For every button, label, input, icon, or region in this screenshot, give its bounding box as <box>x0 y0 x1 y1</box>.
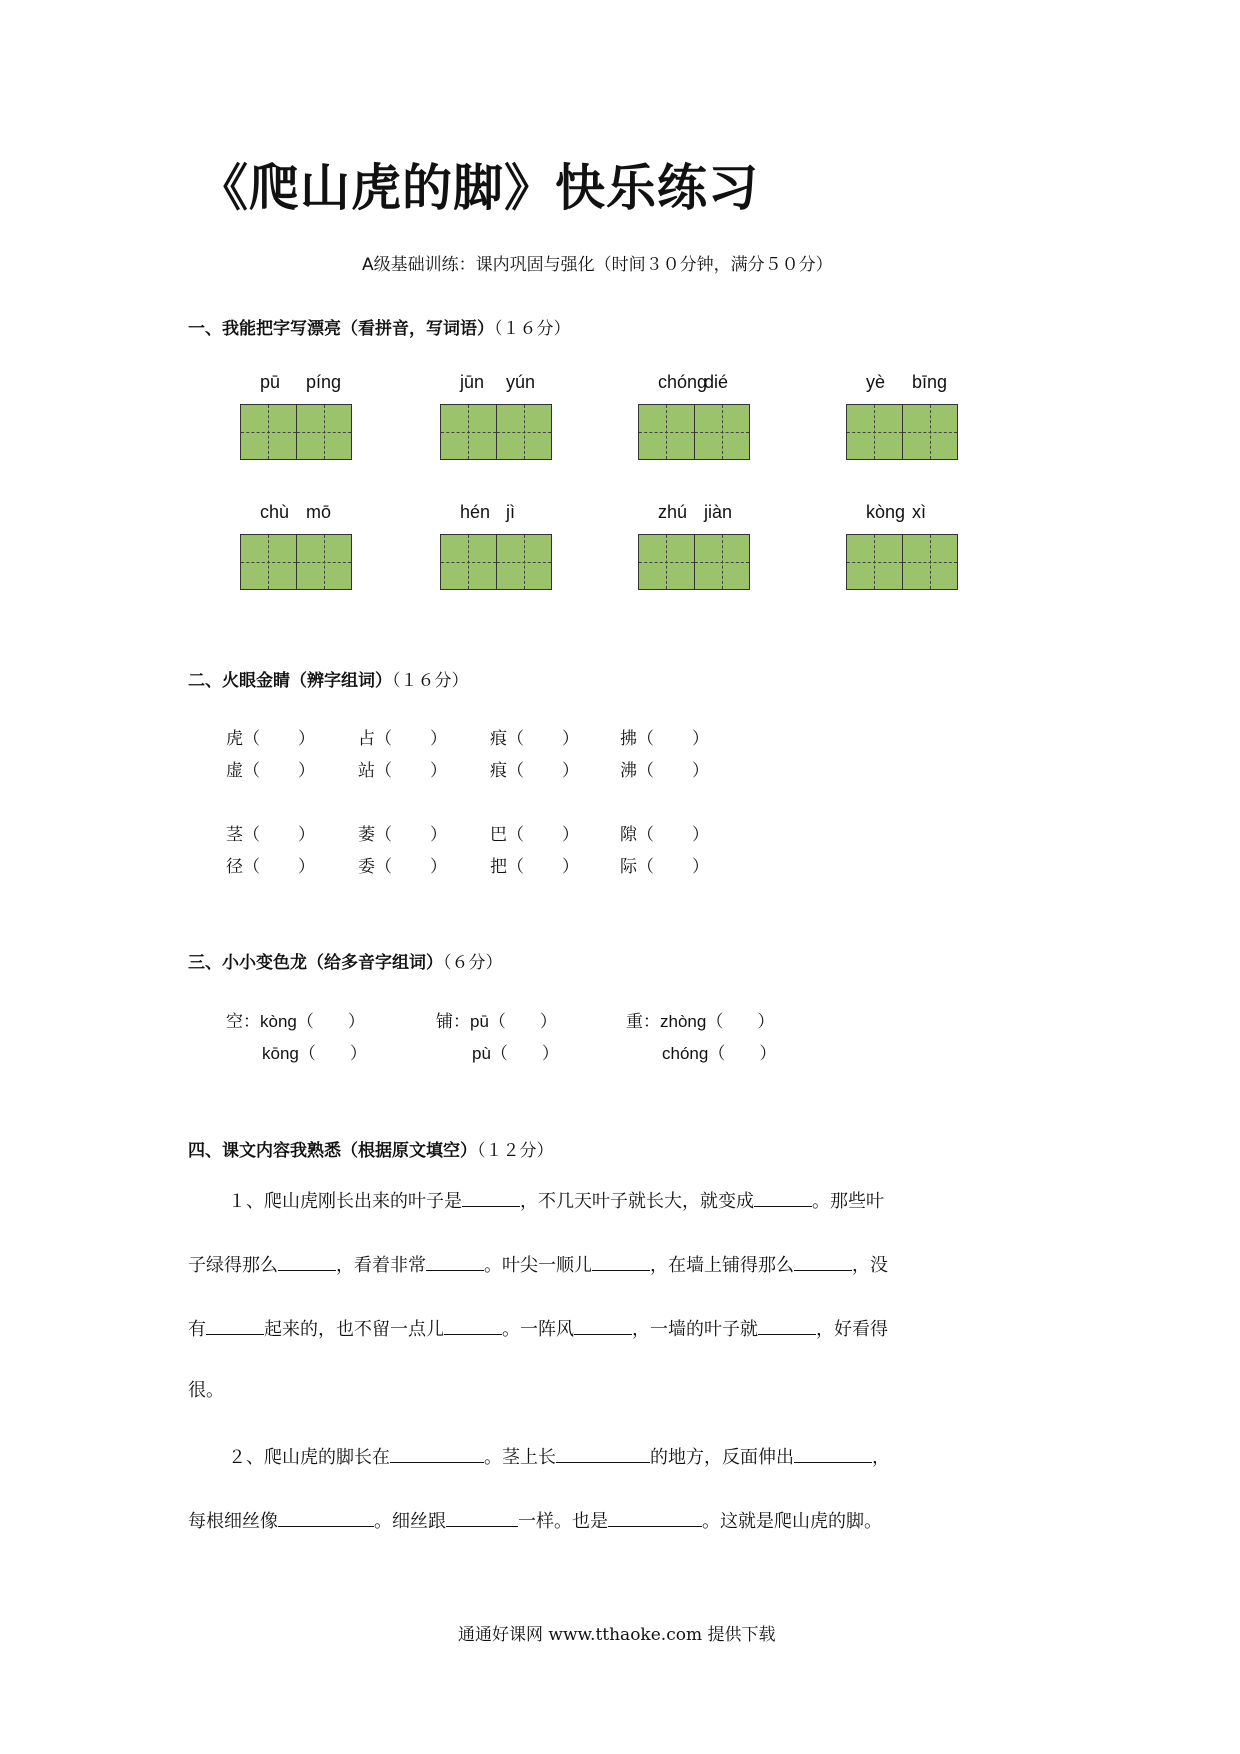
polyphone-label: kōng（ <box>262 1044 316 1063</box>
polyphone-item <box>436 1007 557 1032</box>
paren-open: （ <box>375 857 392 877</box>
word-item <box>226 724 315 749</box>
word-item <box>358 820 447 845</box>
word-item <box>358 724 447 749</box>
polyphone-item <box>472 1039 559 1064</box>
paragraph-line <box>188 1318 888 1339</box>
paren-close: ） <box>759 1044 777 1063</box>
grid-cell[interactable] <box>241 535 297 589</box>
writing-grid[interactable] <box>846 534 958 590</box>
paragraph-text: １、爬山虎刚长出来的叶子是 <box>228 1191 462 1212</box>
paragraph-text: ，在墙上铺得那么 <box>650 1255 794 1276</box>
section-2-title: 二、火眼金睛（辨字组词） <box>188 671 392 691</box>
grid-cell[interactable] <box>241 405 297 459</box>
paren-close: ） <box>298 825 315 845</box>
word-char: 痕 <box>490 729 507 749</box>
fill-blank[interactable] <box>794 1254 852 1271</box>
paragraph-text: 起来的，也不留一点儿 <box>264 1319 444 1340</box>
fill-blank[interactable] <box>278 1254 336 1271</box>
word-item <box>490 756 579 781</box>
fill-blank[interactable] <box>574 1318 632 1335</box>
word-char: 巴 <box>490 825 507 845</box>
paren-open: （ <box>637 825 654 845</box>
word-char: 际 <box>620 857 637 877</box>
paren-close: ） <box>692 857 709 877</box>
page-subtitle: A级基础训练：课内巩固与强化（时间３０分钟，满分５０分） <box>362 255 833 275</box>
word-char: 萎 <box>358 825 375 845</box>
paren-open: （ <box>507 729 524 749</box>
writing-grid[interactable] <box>240 534 352 590</box>
pinyin-syllable: chóng <box>658 372 708 392</box>
word-item <box>358 756 447 781</box>
grid-cell[interactable] <box>639 405 695 459</box>
paren-close: ） <box>562 729 579 749</box>
polyphone-label: pù（ <box>472 1044 508 1063</box>
writing-grid[interactable] <box>846 404 958 460</box>
paragraph-line: 很。 <box>188 1380 224 1401</box>
paren-open: （ <box>243 761 260 781</box>
word-char: 虚 <box>226 761 243 781</box>
paragraph-text: ，看着非常 <box>336 1255 426 1276</box>
fill-blank[interactable] <box>278 1510 374 1527</box>
paren-open: （ <box>375 761 392 781</box>
paragraph-text: 。细丝跟 <box>374 1511 446 1532</box>
fill-blank[interactable] <box>426 1254 484 1271</box>
section-2-points: （１６分） <box>392 671 469 691</box>
word-item <box>620 724 709 749</box>
polyphone-item <box>226 1007 365 1032</box>
paragraph-line <box>188 1510 882 1531</box>
grid-cell[interactable] <box>639 535 695 589</box>
section-4-title: 四、课文内容我熟悉（根据原文填空） <box>188 1141 477 1161</box>
word-item <box>490 820 579 845</box>
writing-grid[interactable] <box>440 534 552 590</box>
section-1-title: 一、我能把字写漂亮（看拼音，写词语） <box>188 319 494 339</box>
writing-grid[interactable] <box>240 404 352 460</box>
paren-close: ） <box>298 729 315 749</box>
fill-blank[interactable] <box>608 1510 702 1527</box>
grid-cell[interactable] <box>497 535 552 589</box>
fill-blank[interactable] <box>206 1318 264 1335</box>
paragraph-line <box>188 1254 888 1275</box>
paragraph-text: 子绿得那么 <box>188 1255 278 1276</box>
fill-blank[interactable] <box>390 1446 484 1463</box>
word-item <box>490 724 579 749</box>
pinyin-syllable: píng <box>306 372 342 392</box>
word-item <box>490 852 579 877</box>
paragraph-text: 的地方，反面伸出 <box>650 1447 794 1468</box>
paren-close: ） <box>298 857 315 877</box>
footer-text: 通通好课网 www.tthaoke.com 提供下载 <box>458 1625 776 1645</box>
paren-open: （ <box>507 857 524 877</box>
paragraph-line <box>228 1446 890 1467</box>
word-char: 拂 <box>620 729 637 749</box>
pinyin-syllable: yún <box>506 372 536 392</box>
paren-close: ） <box>298 761 315 781</box>
word-char: 隙 <box>620 825 637 845</box>
section-3-title: 三、小小变色龙（给多音字组词） <box>188 953 443 973</box>
paren-close: ） <box>349 1044 367 1063</box>
paren-open: （ <box>637 729 654 749</box>
section-4-points: （１２分） <box>477 1141 554 1161</box>
pinyin-syllable: jūn <box>460 372 485 392</box>
paren-open: （ <box>243 729 260 749</box>
polyphone-item <box>262 1039 367 1064</box>
fill-blank[interactable] <box>794 1446 872 1463</box>
word-item <box>226 852 315 877</box>
word-char: 委 <box>358 857 375 877</box>
section-3-heading <box>188 948 503 973</box>
paragraph-text: ，好看得 <box>816 1319 888 1340</box>
pinyin-syllable: yè <box>866 372 886 392</box>
polyphone-label: chóng（ <box>662 1044 726 1063</box>
paragraph-text: 。这就是爬山虎的脚。 <box>702 1511 882 1532</box>
word-item <box>226 756 315 781</box>
pinyin-syllable: pū <box>260 372 281 392</box>
paragraph-text: 。那些叶 <box>812 1191 884 1212</box>
polyphone-item <box>626 1007 774 1032</box>
writing-grid[interactable] <box>638 404 750 460</box>
word-char: 径 <box>226 857 243 877</box>
paren-open: （ <box>507 761 524 781</box>
fill-blank[interactable] <box>446 1510 518 1527</box>
word-char: 把 <box>490 857 507 877</box>
grid-cell[interactable] <box>847 405 903 459</box>
paragraph-text: ，没 <box>852 1255 888 1276</box>
word-char: 虎 <box>226 729 243 749</box>
paragraph-text: 一样。也是 <box>518 1511 608 1532</box>
word-char: 占 <box>358 729 375 749</box>
paren-close: ） <box>562 761 579 781</box>
paren-open: （ <box>637 761 654 781</box>
word-char: 痕 <box>490 761 507 781</box>
pinyin-syllable: kòng <box>866 502 906 522</box>
fill-blank[interactable] <box>462 1190 520 1207</box>
word-item <box>358 852 447 877</box>
paragraph-text: ２、爬山虎的脚长在 <box>228 1447 390 1468</box>
pinyin-syllable: mō <box>306 502 332 522</box>
section-2-heading <box>188 666 469 691</box>
paren-close: ） <box>692 761 709 781</box>
paren-close: ） <box>347 1012 365 1031</box>
paren-close: ） <box>430 761 447 781</box>
fill-blank[interactable] <box>556 1446 650 1463</box>
section-3-points: （６分） <box>443 953 503 973</box>
section-1-heading <box>188 314 571 339</box>
paren-close: ） <box>430 857 447 877</box>
polyphone-label: 铺：pū（ <box>436 1012 506 1031</box>
fill-blank[interactable] <box>444 1318 502 1335</box>
paragraph-text: 。叶尖一顺儿 <box>484 1255 592 1276</box>
grid-cell[interactable] <box>903 405 958 459</box>
page-title: 《爬山虎的脚》快乐练习 <box>198 159 759 217</box>
paren-open: （ <box>375 729 392 749</box>
polyphone-label: 空：kòng（ <box>226 1012 314 1031</box>
paragraph-text: ，一墙的叶子就 <box>632 1319 758 1340</box>
paragraph-text: 。茎上长 <box>484 1447 556 1468</box>
word-char: 茎 <box>226 825 243 845</box>
word-item <box>620 820 709 845</box>
paren-close: ） <box>539 1012 557 1031</box>
grid-cell[interactable] <box>903 535 958 589</box>
paragraph-text: ， <box>872 1447 890 1468</box>
paren-open: （ <box>375 825 392 845</box>
pinyin-syllable: jì <box>506 502 515 522</box>
pinyin-syllable: bīng <box>912 372 948 392</box>
paragraph-text: 有 <box>188 1319 206 1340</box>
word-item <box>226 820 315 845</box>
grid-cell[interactable] <box>847 535 903 589</box>
pinyin-syllable: jiàn <box>704 502 733 522</box>
grid-cell[interactable] <box>297 405 352 459</box>
grid-cell[interactable] <box>297 535 352 589</box>
paren-open: （ <box>637 857 654 877</box>
writing-grid[interactable] <box>638 534 750 590</box>
pinyin-syllable: chù <box>260 502 290 522</box>
paragraph-text: 。一阵风 <box>502 1319 574 1340</box>
paren-close: ） <box>430 729 447 749</box>
paren-open: （ <box>243 825 260 845</box>
word-item <box>620 852 709 877</box>
paragraph-text: ，不几天叶子就长大，就变成 <box>520 1191 754 1212</box>
section-1-points: （１６分） <box>494 319 571 339</box>
grid-cell[interactable] <box>441 535 497 589</box>
pinyin-syllable: xì <box>912 502 927 522</box>
word-char: 站 <box>358 761 375 781</box>
paren-close: ） <box>541 1044 559 1063</box>
pinyin-syllable: hén <box>460 502 491 522</box>
paren-close: ） <box>562 825 579 845</box>
paren-open: （ <box>243 857 260 877</box>
writing-grid[interactable] <box>440 404 552 460</box>
grid-cell[interactable] <box>441 405 497 459</box>
paren-close: ） <box>692 825 709 845</box>
pinyin-syllable: dié <box>704 372 729 392</box>
grid-cell[interactable] <box>497 405 552 459</box>
paragraph-line <box>228 1190 884 1211</box>
section-4-heading <box>188 1136 554 1161</box>
paren-close: ） <box>757 1012 775 1031</box>
grid-cell[interactable] <box>695 535 750 589</box>
paren-close: ） <box>430 825 447 845</box>
word-char: 沸 <box>620 761 637 781</box>
polyphone-item <box>662 1039 776 1064</box>
word-item <box>620 756 709 781</box>
paragraph-text: 每根细丝像 <box>188 1511 278 1532</box>
grid-cell[interactable] <box>695 405 750 459</box>
paren-close: ） <box>562 857 579 877</box>
fill-blank[interactable] <box>592 1254 650 1271</box>
paren-close: ） <box>692 729 709 749</box>
fill-blank[interactable] <box>754 1190 812 1207</box>
paren-open: （ <box>507 825 524 845</box>
polyphone-label: 重：zhòng（ <box>626 1012 724 1031</box>
pinyin-syllable: zhú <box>658 502 688 522</box>
fill-blank[interactable] <box>758 1318 816 1335</box>
